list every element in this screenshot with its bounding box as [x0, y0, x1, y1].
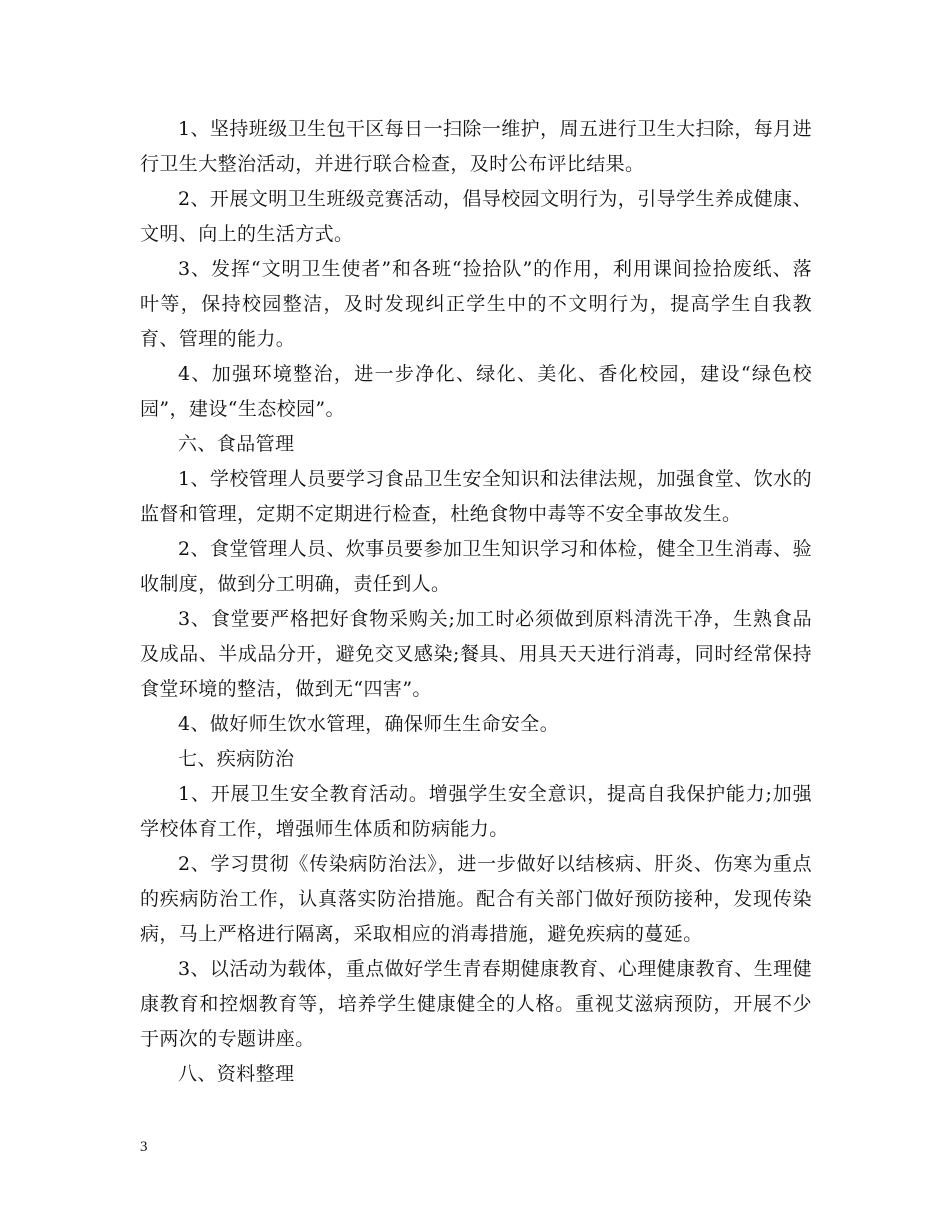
paragraph-hygiene-1: 1、坚持班级卫生包干区每日一扫除一维护，周五进行卫生大扫除，每月进行卫生大整治活动，并进行联合检查，及时公布评比结果。: [140, 118, 812, 175]
paragraph-hygiene-2: 2、开展文明卫生班级竞赛活动，倡导校园文明行为，引导学生养成健康、文明、向上的生活方式。: [140, 188, 812, 245]
document-body: [140, 112, 812, 1092]
paragraph-food-3: 3、食堂要严格把好食物采购关;加工时必须做到原料清洗干净，生熟食品及成品、半成品分开，避免交叉感染;餐具、用具天天进行消毒，同时经常保持食堂环境的整洁，做到无“四害”。: [140, 608, 812, 700]
paragraph-hygiene-4: 4、加强环境整治，进一步净化、绿化、美化、香化校园，建设“绿色校园”，建设“生态校园”。: [140, 363, 812, 420]
section-heading-records: 八、资料整理: [178, 1063, 295, 1085]
paragraph-food-1: 1、学校管理人员要学习食品卫生安全知识和法律法规，加强食堂、饮水的监督和管理，定期不定期进行检查，杜绝食物中毒等不安全事故发生。: [140, 468, 812, 525]
paragraph-disease-1: 1、开展卫生安全教育活动。增强学生安全意识，提高自我保护能力;加强学校体育工作，增强师生体质和防病能力。: [140, 783, 812, 840]
paragraph-hygiene-3: 3、发挥“文明卫生使者”和各班“捡拾队”的作用，利用课间捡拾废纸、落叶等，保持校园整洁，及时发现纠正学生中的不文明行为，提高学生自我教育、管理的能力。: [140, 258, 812, 350]
section-heading-food: 六、食品管理: [178, 433, 295, 455]
paragraph-disease-2: 2、学习贯彻《传染病防治法》，进一步做好以结核病、肝炎、伤寒为重点的疾病防治工作，认真落实防治措施。配合有关部门做好预防接种，发现传染病，马上严格进行隔离，采取相应的消毒措施，避免疾病的蔓延。: [140, 853, 812, 945]
paragraph-food-2: 2、食堂管理人员、炊事员要参加卫生知识学习和体检，健全卫生消毒、验收制度，做到分工明确，责任到人。: [140, 538, 812, 595]
page-number: 3: [140, 1139, 148, 1155]
section-heading-disease: 七、疾病防治: [178, 748, 295, 770]
paragraph-food-4: 4、做好师生饮水管理，确保师生生命安全。: [178, 713, 560, 735]
paragraph-disease-3: 3、以活动为载体，重点做好学生青春期健康教育、心理健康教育、生理健康教育和控烟教育等，培养学生健康健全的人格。重视艾滋病预防，开展不少于两次的专题讲座。: [140, 958, 812, 1050]
